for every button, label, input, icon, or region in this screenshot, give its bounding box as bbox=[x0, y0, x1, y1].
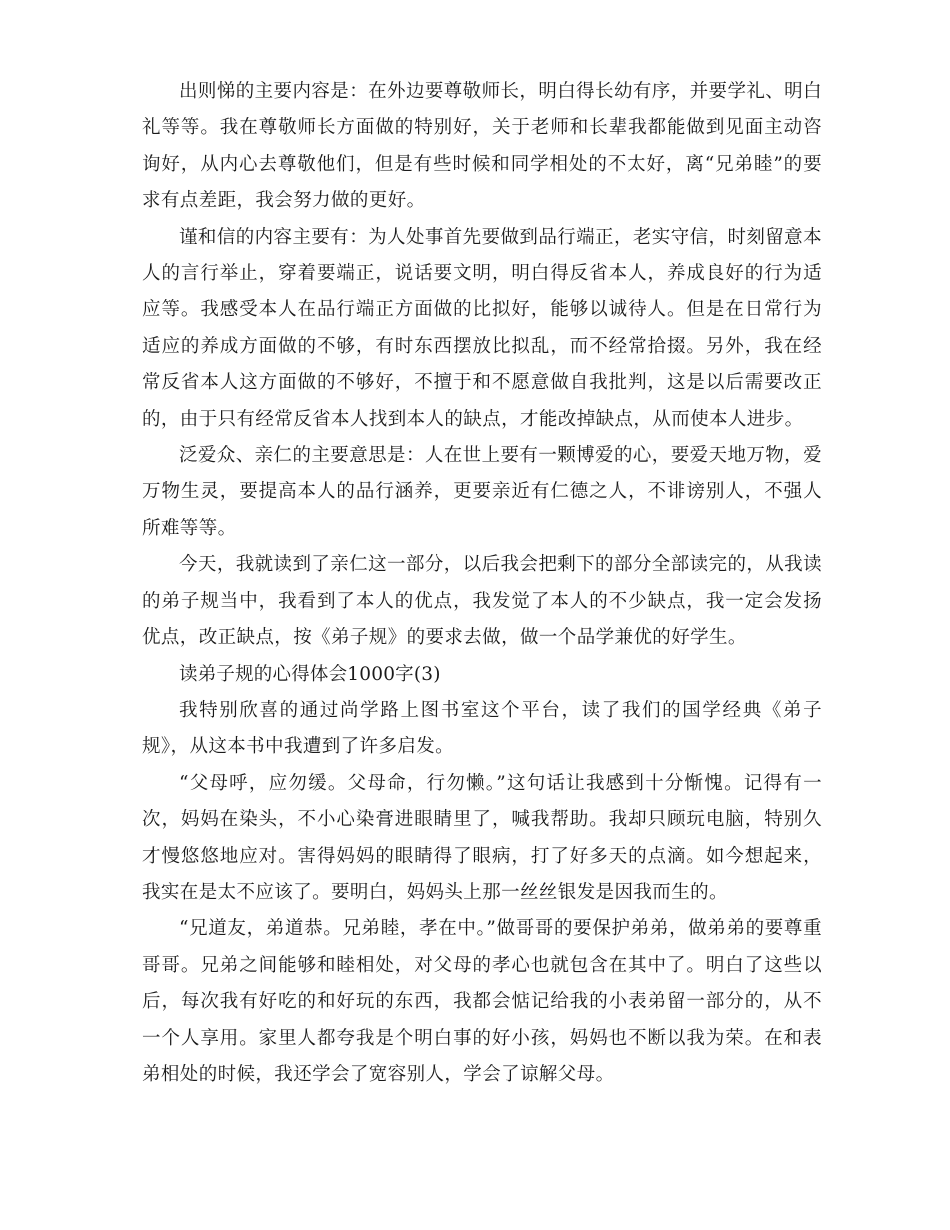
paragraph-xiongdaoyou: “兄道友，弟道恭。兄弟睦，孝在中。”做哥哥的要保护弟弟，做弟弟的要尊重哥哥。兄弟之间能够和睦相处，对父母的孝心也就包含在其中了。明白了这些以后，每次我有好吃的和好玩的东西，我都会惦记给我的小表弟留一部分的，从不一个人享用。家里人都夸我是个明白事的好小孩，妈妈也不断以我为荣。在和表弟相处的时候，我还学会了宽容别人，学会了谅解父母。 bbox=[142, 918, 822, 1085]
paragraph-intro: 我特别欣喜的通过尚学路上图书室这个平台，读了我们的国学经典《弟子规》，从这本书中我遭到了许多启发。 bbox=[142, 699, 822, 758]
paragraph-jintian: 今天，我就读到了亲仁这一部分，以后我会把剩下的部分全部读完的，从我读的弟子规当中，我看到了本人的优点，我发觉了本人的不少缺点，我一定会发扬优点，改正缺点，按《弟子规》的要求去做，做一个品学兼优的好学生。 bbox=[142, 554, 822, 649]
section-heading: 读弟子规的心得体会1000字(3) bbox=[179, 663, 441, 685]
paragraph-jinhexin: 谨和信的内容主要有：为人处事首先要做到品行端正，老实守信，时刻留意本人的言行举止，穿着要端正，说话要文明，明白得反省本人，养成良好的行为适应等。我感受本人在品行端正方面做的比拟好，能够以诚待人。但是在日常行为适应的养成方面做的不够，有时东西摆放比拟乱，而不经常拾掇。另外，我在经常反省本人这方面做的不够好，不擅于和不愿意做自我批判，这是以后需要改正的，由于只有经常反省本人找到本人的缺点，才能改掉缺点，从而使本人进步。 bbox=[142, 226, 822, 430]
paragraph-chuzeti: 出则悌的主要内容是：在外边要尊敬师长，明白得长幼有序，并要学礼、明白礼等等。我在尊敬师长方面做的特别好，关于老师和长辈我都能做到见面主动咨询好，从内心去尊敬他们，但是有些时候和同学相处的不太好，离“兄弟睦”的要求有点差距，我会努力做的更好。 bbox=[142, 81, 822, 212]
paragraph-fanaizhong: 泛爱众、亲仁的主要意思是：人在世上要有一颗博爱的心，要爱天地万物，爱万物生灵，要提高本人的品行涵养，更要亲近有仁德之人，不诽谤别人，不强人所难等等。 bbox=[142, 445, 822, 539]
paragraph-fumuhu: “父母呼，应勿缓。父母命，行勿懒。”这句话让我感到十分惭愧。记得有一次，妈妈在染头，不小心染膏进眼睛里了，喊我帮助。我却只顾玩电脑，特别久才慢悠悠地应对。害得妈妈的眼睛得了眼病，打了好多天的点滴。如今想起来，我实在是太不应该了。要明白，妈妈头上那一丝丝银发是因我而生的。 bbox=[142, 772, 822, 903]
document-body bbox=[142, 74, 822, 1093]
